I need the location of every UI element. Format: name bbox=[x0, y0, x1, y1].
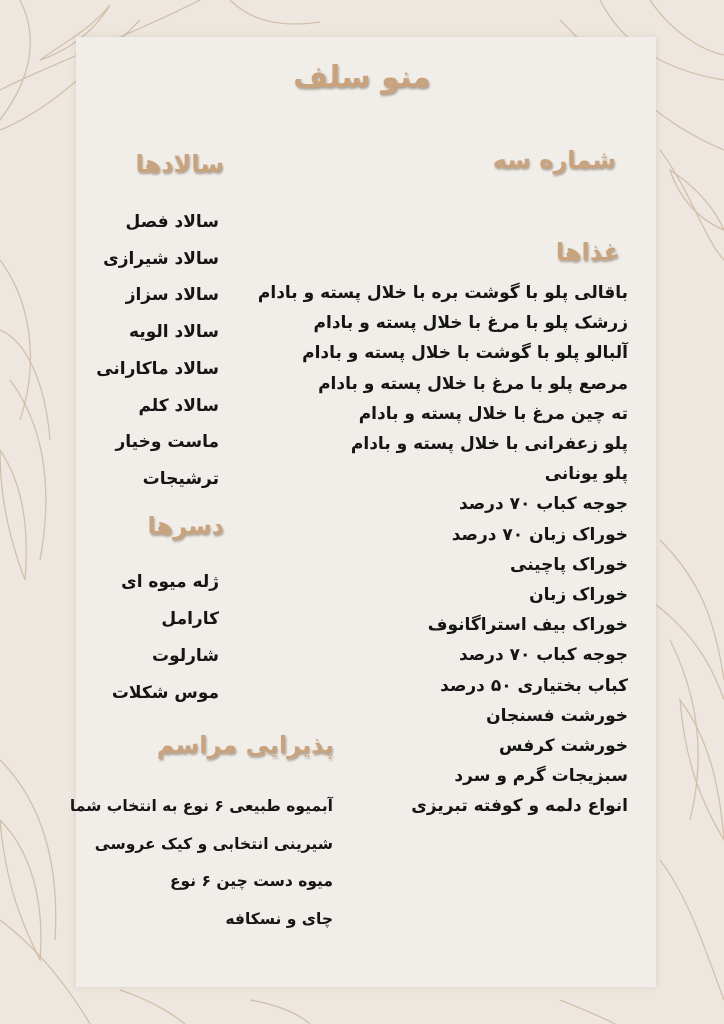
food-item: جوجه کباب ۷۰ درصد bbox=[458, 494, 628, 515]
reception-item: آبمیوه طبیعی ۶ نوع به انتخاب شما bbox=[69, 797, 333, 815]
salad-item: سالاد شیرازی bbox=[103, 248, 219, 269]
reception-heading: پذیرایی مراسم bbox=[156, 731, 334, 759]
salads-list bbox=[96, 204, 219, 498]
food-item: خورشت کرفس bbox=[499, 736, 628, 757]
reception-item: شیرینی انتخابی و کیک عروسی bbox=[94, 834, 333, 853]
food-item: پلو زعفرانی با خلال پسته و بادام bbox=[350, 434, 628, 455]
food-item: آلبالو پلو با گوشت با خلال پسته و بادام bbox=[302, 343, 628, 364]
food-item: زرشک پلو با مرغ با خلال پسته و بادام bbox=[313, 313, 628, 334]
foods-heading: غذاها bbox=[555, 238, 620, 266]
salad-item: سالاد سزاز bbox=[125, 285, 219, 306]
food-item: سبزیجات گرم و سرد bbox=[454, 766, 628, 787]
food-item: ته چین مرغ با خلال پسته و بادام bbox=[358, 403, 628, 424]
food-item: خوراک زبان bbox=[529, 585, 628, 606]
salad-item: سالاد کلم bbox=[138, 395, 219, 416]
reception-item: میوه دست چین ۶ نوع bbox=[169, 872, 333, 890]
desserts-heading: دسرها bbox=[147, 512, 224, 540]
salads-heading: سالادها bbox=[135, 150, 224, 178]
food-item: خوراک پاچینی bbox=[510, 554, 628, 575]
food-item: انواع دلمه و کوفته تبریزی bbox=[411, 796, 628, 817]
reception-list bbox=[70, 788, 333, 938]
food-item: خوراک بیف استراگانوف bbox=[427, 615, 628, 636]
dessert-item: کارامل bbox=[161, 609, 219, 629]
salad-item: ترشیجات bbox=[142, 468, 219, 489]
food-item: جوجه کباب ۷۰ درصد bbox=[458, 645, 628, 666]
food-item: مرصع پلو با مرغ با خلال پسته و بادام bbox=[318, 373, 628, 394]
salad-item: سالاد الویه bbox=[129, 322, 219, 343]
dessert-item: شارلوت bbox=[151, 646, 219, 666]
dessert-item: ژله میوه ای bbox=[121, 572, 219, 592]
reception-item: چای و نسکافه bbox=[225, 909, 333, 928]
menu-number-heading: شماره سه bbox=[492, 146, 616, 174]
food-item: خوراک زبان ۷۰ درصد bbox=[451, 524, 628, 545]
salad-item: ماست وخیار bbox=[115, 432, 219, 453]
food-item: کباب بختیاری ۵۰ درصد bbox=[440, 675, 628, 696]
food-item: باقالی پلو با گوشت بره با خلال پسته و بادام bbox=[257, 283, 628, 303]
dessert-item: موس شکلات bbox=[111, 683, 219, 703]
desserts-list bbox=[112, 564, 219, 712]
food-item: پلو یونانی bbox=[544, 464, 628, 485]
menu-title: منو سلف bbox=[293, 60, 431, 95]
salad-item: سالاد ماکارانی bbox=[96, 358, 219, 379]
food-item: خورشت فسنجان bbox=[486, 705, 628, 726]
salad-item: سالاد فصل bbox=[125, 212, 219, 232]
